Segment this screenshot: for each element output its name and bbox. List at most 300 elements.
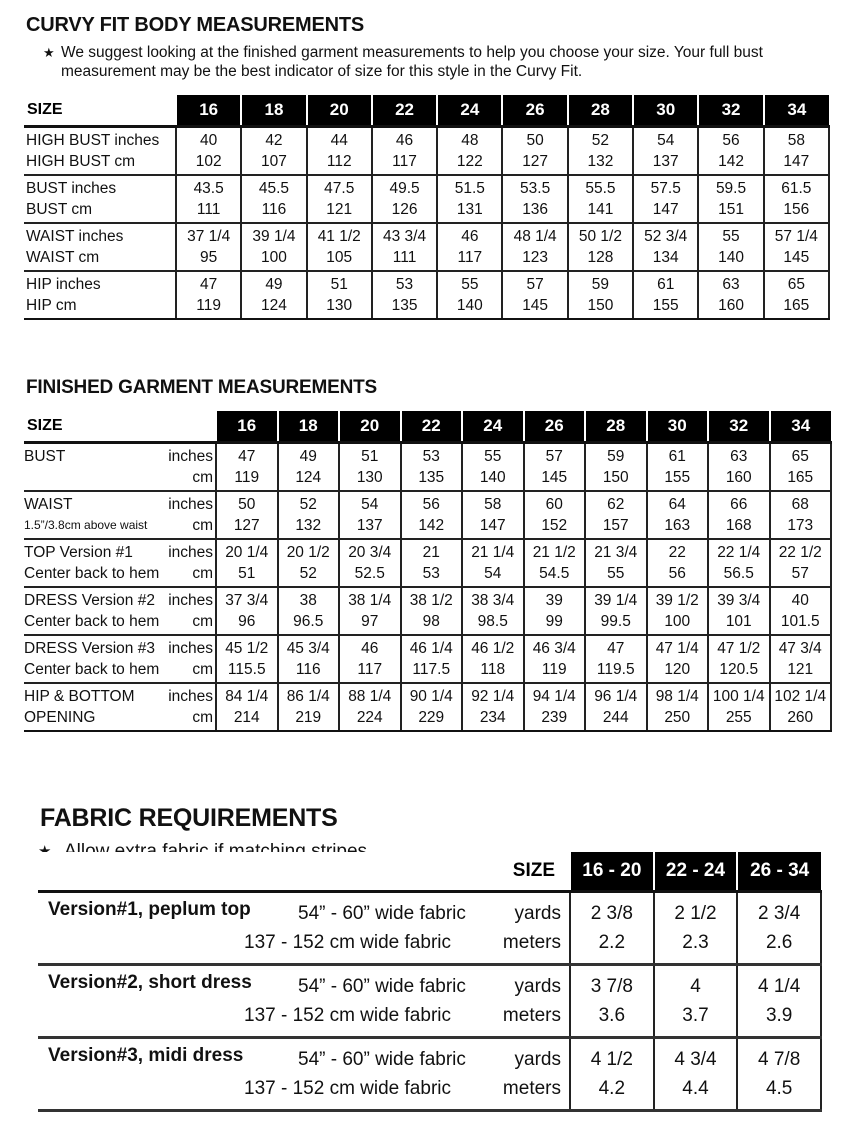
measurement-row: [24, 635, 831, 683]
size-header-row: [38, 852, 821, 892]
fabric-row-label: [38, 965, 570, 1038]
size-header: 16 - 20: [570, 852, 654, 892]
value-inches: 45 3/4: [286, 640, 330, 657]
measurement-row: [24, 491, 831, 539]
fabric-cell: [570, 892, 654, 965]
row-label-line1: [24, 494, 215, 515]
row-label: [24, 539, 216, 587]
row-label-unit: inches: [168, 640, 213, 657]
value-inches: 39 1/4: [252, 228, 296, 245]
value-inches: 55: [461, 276, 479, 293]
value-meters: 2.2: [598, 932, 626, 953]
value-yards: 3 7/8: [590, 976, 633, 997]
value-cm: 119: [541, 661, 567, 678]
measurement-cell: [339, 587, 401, 635]
value-inches: 53: [422, 448, 440, 465]
fabric-row: [38, 892, 821, 965]
row-label-name: HIP & BOTTOM: [24, 688, 135, 705]
fabric-width-metric: 137 - 152 cm wide fabric: [244, 1005, 451, 1026]
row-label-name: TOP Version #1: [24, 544, 133, 561]
measurement-cell: [770, 443, 832, 492]
value-inches: 64: [668, 496, 686, 513]
size-header: 26 - 34: [737, 852, 821, 892]
value-inches: 59.5: [715, 180, 747, 197]
measurement-cell: [339, 443, 401, 492]
value-meters: 4.5: [765, 1078, 793, 1099]
measurement-cell: [462, 587, 524, 635]
measurement-cell: [524, 635, 586, 683]
fabric-cell: [570, 1038, 654, 1111]
value-inches: 47: [607, 640, 625, 657]
row-label-line1: [24, 542, 215, 563]
measurement-cell: [278, 443, 340, 492]
measurement-cell: [708, 587, 770, 635]
row-label-cm: BUST cm: [26, 201, 93, 218]
unit-yards: yards: [514, 903, 561, 924]
value-cm: 117: [392, 153, 417, 170]
measurement-cell: [216, 491, 278, 539]
measurement-cell: [241, 223, 306, 271]
value-inches: 62: [607, 496, 625, 513]
value-inches: 43.5: [193, 180, 224, 197]
row-label: [24, 635, 216, 683]
value-cm: 137: [356, 517, 383, 534]
value-cm: 98.5: [477, 613, 508, 630]
measurement-cell: [524, 683, 586, 731]
value-inches: 53.5: [520, 180, 551, 197]
measurement-cell: [502, 271, 567, 319]
value-cm: 157: [602, 517, 629, 534]
measurement-cell: [437, 127, 502, 176]
value-inches: 61: [657, 276, 675, 293]
size-header: 22 - 24: [654, 852, 738, 892]
measurement-cell: [524, 539, 586, 587]
row-label: [24, 223, 176, 271]
value-cm: 100: [261, 249, 287, 266]
measurement-cell: [633, 127, 698, 176]
value-inches: 51.5: [454, 180, 485, 197]
value-inches: 55: [484, 448, 502, 465]
value-inches: 47 1/4: [655, 640, 699, 657]
row-label-line1: [24, 446, 215, 467]
fabric-cell: [654, 892, 738, 965]
value-cm: 99.5: [600, 613, 631, 630]
value-cm: 116: [261, 201, 287, 218]
fabric-width-metric: 137 - 152 cm wide fabric: [244, 932, 451, 953]
value-meters: 4.4: [682, 1078, 709, 1099]
measurement-cell: [770, 491, 832, 539]
version-name: Version#3, midi dress: [48, 1045, 244, 1066]
value-cm: 98: [422, 613, 440, 630]
measurement-cell: [462, 683, 524, 731]
value-cm: 52: [299, 565, 317, 582]
row-label-unit: inches: [168, 448, 213, 465]
row-label-line1: [24, 686, 215, 707]
size-header: 18: [278, 411, 340, 443]
measurement-cell: [708, 491, 770, 539]
value-inches: 51: [330, 276, 348, 293]
value-cm: 105: [326, 249, 353, 266]
measurement-cell: [770, 587, 832, 635]
measurement-cell: [216, 587, 278, 635]
row-label-unit: cm: [192, 565, 213, 582]
measurement-row: [24, 539, 831, 587]
value-inches: 47 3/4: [778, 640, 822, 657]
measurement-row: [24, 587, 831, 635]
value-cm: 101: [725, 613, 752, 630]
value-inches: 21: [422, 544, 440, 561]
value-cm: 219: [295, 709, 322, 726]
value-cm: 117.5: [412, 661, 451, 678]
value-inches: 59: [607, 448, 625, 465]
fabric-cell: [737, 965, 821, 1038]
measurement-cell: [770, 683, 832, 731]
value-inches: 50: [238, 496, 256, 513]
value-inches: 54: [361, 496, 379, 513]
value-cm: 127: [522, 153, 549, 170]
size-header: 16: [176, 95, 241, 127]
row-label-cm: HIGH BUST cm: [26, 153, 136, 170]
value-meters: 3.7: [682, 1005, 709, 1026]
value-cm: 156: [783, 201, 810, 218]
value-inches: 38: [299, 592, 317, 609]
measurement-cell: [176, 175, 241, 223]
value-cm: 111: [392, 249, 417, 266]
measurement-cell: [708, 635, 770, 683]
size-label: SIZE: [24, 95, 176, 127]
measurement-cell: [176, 127, 241, 176]
size-header: 28: [568, 95, 633, 127]
row-label-inches: BUST inches: [26, 180, 117, 197]
value-yards: 2 3/4: [758, 903, 801, 924]
row-label: [24, 443, 216, 492]
measurement-cell: [585, 683, 647, 731]
finished-measurements-title: FINISHED GARMENT MEASUREMENTS: [26, 377, 377, 398]
value-cm: 121: [326, 201, 353, 218]
value-inches: 68: [791, 496, 809, 513]
value-cm: 260: [787, 709, 814, 726]
value-cm: 152: [541, 517, 568, 534]
value-inches: 55: [722, 228, 740, 245]
row-label-cm: HIP cm: [26, 297, 77, 314]
row-label: [24, 683, 216, 731]
row-label-sub: Center back to hem: [24, 565, 160, 582]
measurement-cell: [647, 539, 709, 587]
measurement-cell: [568, 271, 633, 319]
row-label-unit: inches: [168, 544, 213, 561]
size-header: 34: [764, 95, 829, 127]
fabric-cell: [737, 1038, 821, 1111]
value-cm: 145: [783, 249, 810, 266]
row-label-sub: OPENING: [24, 709, 96, 726]
fabric-width-metric: 137 - 152 cm wide fabric: [244, 1078, 451, 1099]
fabric-cell: [654, 965, 738, 1038]
measurement-row: [24, 175, 829, 223]
value-cm: 168: [725, 517, 752, 534]
value-inches: 49: [299, 448, 317, 465]
value-cm: 102: [195, 153, 222, 170]
measurement-cell: [585, 491, 647, 539]
measurement-cell: [585, 539, 647, 587]
value-cm: 124: [295, 469, 322, 486]
value-cm: 147: [479, 517, 506, 534]
value-cm: 239: [541, 709, 568, 726]
row-label: [24, 175, 176, 223]
value-inches: 86 1/4: [286, 688, 330, 705]
value-yards: 4 1/4: [758, 976, 801, 997]
measurement-cell: [307, 175, 372, 223]
measurement-cell: [339, 683, 401, 731]
value-inches: 21 1/2: [532, 544, 576, 561]
measurement-row: [24, 443, 831, 492]
size-header: 18: [241, 95, 306, 127]
star-icon: ★: [43, 45, 55, 60]
measurement-cell: [278, 539, 340, 587]
value-meters: 2.6: [765, 932, 793, 953]
value-cm: 122: [456, 153, 483, 170]
value-cm: 155: [664, 469, 691, 486]
value-inches: 46: [395, 132, 414, 149]
measurement-cell: [568, 175, 633, 223]
size-label: SIZE: [24, 411, 216, 443]
row-label-unit: cm: [192, 613, 213, 630]
size-header: 34: [770, 411, 832, 443]
value-inches: 42: [265, 132, 283, 149]
value-cm: 147: [783, 153, 810, 170]
value-cm: 130: [356, 469, 383, 486]
value-inches: 21 1/4: [471, 544, 515, 561]
value-inches: 20 1/4: [225, 544, 269, 561]
measurement-cell: [401, 635, 463, 683]
value-cm: 119: [234, 469, 260, 486]
value-cm: 145: [522, 297, 549, 314]
measurement-cell: [307, 127, 372, 176]
value-inches: 58: [787, 132, 805, 149]
value-inches: 98 1/4: [655, 688, 699, 705]
fabric-row-label: [38, 1038, 570, 1111]
unit-yards: yards: [514, 976, 561, 997]
measurement-cell: [372, 175, 437, 223]
row-label-inches: WAIST inches: [26, 228, 124, 245]
value-inches: 57 1/4: [774, 228, 818, 245]
value-cm: 165: [787, 469, 814, 486]
measurement-cell: [633, 271, 698, 319]
value-inches: 53: [395, 276, 414, 293]
measurement-cell: [708, 539, 770, 587]
measurement-cell: [176, 271, 241, 319]
unit-meters: meters: [502, 1005, 561, 1026]
row-label-unit: inches: [168, 592, 213, 609]
value-meters: 3.9: [765, 1005, 793, 1026]
fabric-label-block: [38, 899, 569, 957]
measurement-cell: [216, 443, 278, 492]
measurement-cell: [764, 271, 829, 319]
measurement-cell: [524, 443, 586, 492]
body-note: [43, 43, 851, 81]
value-inches: 57: [545, 448, 563, 465]
value-cm: 155: [652, 297, 679, 314]
measurement-cell: [339, 635, 401, 683]
measurement-cell: [372, 271, 437, 319]
row-label-cm: WAIST cm: [26, 249, 100, 266]
fabric-width-imperial: 54” - 60” wide fabric: [298, 1049, 466, 1070]
row-label: [24, 491, 216, 539]
value-cm: 120.5: [719, 661, 759, 678]
measurement-cell: [339, 539, 401, 587]
value-inches: 22 1/2: [778, 544, 822, 561]
unit-meters: meters: [502, 1078, 561, 1099]
value-cm: 124: [261, 297, 287, 314]
measurement-cell: [647, 635, 709, 683]
size-header: 26: [524, 411, 586, 443]
value-cm: 119.5: [596, 661, 635, 678]
value-inches: 49: [265, 276, 283, 293]
value-meters: 2.3: [682, 932, 709, 953]
measurement-cell: [462, 491, 524, 539]
version-name: Version#2, short dress: [48, 972, 252, 993]
value-cm: 234: [479, 709, 506, 726]
value-cm: 112: [326, 153, 352, 170]
value-meters: 3.6: [598, 1005, 626, 1026]
row-label: [24, 271, 176, 319]
value-inches: 60: [545, 496, 563, 513]
body-note-line2: measurement may be the best indicator of size for this style in the Curvy Fit.: [61, 63, 583, 80]
measurement-row: [24, 271, 829, 319]
value-inches: 52: [591, 132, 610, 149]
value-inches: 90 1/4: [409, 688, 453, 705]
value-cm: 134: [652, 249, 679, 266]
value-inches: 46: [461, 228, 479, 245]
measurement-cell: [401, 443, 463, 492]
value-cm: 244: [602, 709, 629, 726]
value-cm: 140: [456, 297, 483, 314]
value-cm: 101.5: [780, 613, 820, 630]
value-inches: 88 1/4: [348, 688, 392, 705]
row-label-inches: HIP inches: [26, 276, 101, 293]
size-header-row: [24, 95, 829, 127]
value-cm: 142: [418, 517, 445, 534]
measurement-cell: [241, 127, 306, 176]
measurement-cell: [585, 443, 647, 492]
measurement-cell: [568, 223, 633, 271]
measurement-cell: [585, 587, 647, 635]
value-cm: 97: [361, 613, 379, 630]
value-cm: 55: [607, 565, 625, 582]
row-label-name: BUST: [24, 448, 66, 465]
fabric-width-imperial: 54” - 60” wide fabric: [298, 976, 466, 997]
value-cm: 229: [418, 709, 445, 726]
value-cm: 126: [391, 201, 418, 218]
value-inches: 50 1/2: [578, 228, 622, 245]
measurement-cell: [708, 443, 770, 492]
measurement-cell: [401, 539, 463, 587]
value-yards: 2 3/8: [590, 903, 633, 924]
value-yards: 4 7/8: [758, 1049, 801, 1070]
value-cm: 250: [664, 709, 691, 726]
value-cm: 54: [484, 565, 502, 582]
measurement-cell: [307, 271, 372, 319]
measurement-cell: [647, 683, 709, 731]
value-cm: 255: [725, 709, 752, 726]
row-label-unit: inches: [168, 688, 213, 705]
row-label-line2: [24, 707, 215, 728]
finished-measurements-table: [24, 411, 832, 732]
row-label-line2: [24, 467, 215, 488]
row-label-unit: cm: [192, 517, 213, 534]
row-label-line2: [24, 659, 215, 680]
measurement-cell: [462, 635, 524, 683]
value-cm: 54.5: [539, 565, 570, 582]
value-cm: 99: [545, 613, 563, 630]
row-label-name: DRESS Version #2: [24, 592, 155, 609]
value-inches: 46 1/2: [471, 640, 515, 657]
value-inches: 55.5: [585, 180, 616, 197]
value-inches: 39 3/4: [717, 592, 761, 609]
fabric-requirements-title: FABRIC REQUIREMENTS: [40, 804, 338, 832]
value-inches: 39: [545, 592, 563, 609]
value-cm: 150: [587, 297, 614, 314]
measurement-row: [24, 223, 829, 271]
value-cm: 127: [233, 517, 260, 534]
measurement-cell: [502, 223, 567, 271]
value-inches: 61: [668, 448, 686, 465]
value-inches: 94 1/4: [532, 688, 576, 705]
row-label-unit: cm: [192, 709, 213, 726]
measurement-cell: [698, 223, 763, 271]
fabric-row: [38, 1038, 821, 1111]
measurement-cell: [764, 223, 829, 271]
size-label: SIZE: [38, 852, 570, 892]
measurement-cell: [176, 223, 241, 271]
value-cm: 115.5: [227, 661, 266, 678]
value-inches: 45.5: [258, 180, 290, 197]
fabric-label-block: [38, 1045, 569, 1103]
size-header: 32: [698, 95, 763, 127]
value-cm: 57: [791, 565, 809, 582]
value-inches: 65: [791, 448, 809, 465]
size-header: 30: [633, 95, 698, 127]
value-inches: 58: [484, 496, 502, 513]
row-label-line2: [24, 515, 215, 536]
value-inches: 46: [361, 640, 379, 657]
value-inches: 38 3/4: [471, 592, 515, 609]
row-label-line2: [24, 563, 215, 584]
value-cm: 150: [602, 469, 629, 486]
value-inches: 41 1/2: [317, 228, 361, 245]
value-inches: 100 1/4: [712, 688, 765, 705]
measurement-cell: [585, 635, 647, 683]
value-cm: 52.5: [354, 565, 385, 582]
measurement-cell: [502, 127, 567, 176]
measurement-cell: [401, 683, 463, 731]
size-header: 20: [307, 95, 372, 127]
value-inches: 22 1/4: [717, 544, 761, 561]
size-header: 22: [372, 95, 437, 127]
size-header: 20: [339, 411, 401, 443]
value-cm: 137: [652, 153, 679, 170]
row-label-inches: HIGH BUST inches: [26, 132, 160, 149]
row-label-line1: [24, 638, 215, 659]
row-label-name: DRESS Version #3: [24, 640, 155, 657]
value-yards: 4 1/2: [590, 1049, 633, 1070]
value-inches: 52: [299, 496, 317, 513]
measurement-cell: [278, 587, 340, 635]
size-header: 30: [647, 411, 709, 443]
value-cm: 118: [480, 661, 506, 678]
measurement-cell: [524, 491, 586, 539]
measurement-cell: [647, 491, 709, 539]
measurement-cell: [770, 635, 832, 683]
